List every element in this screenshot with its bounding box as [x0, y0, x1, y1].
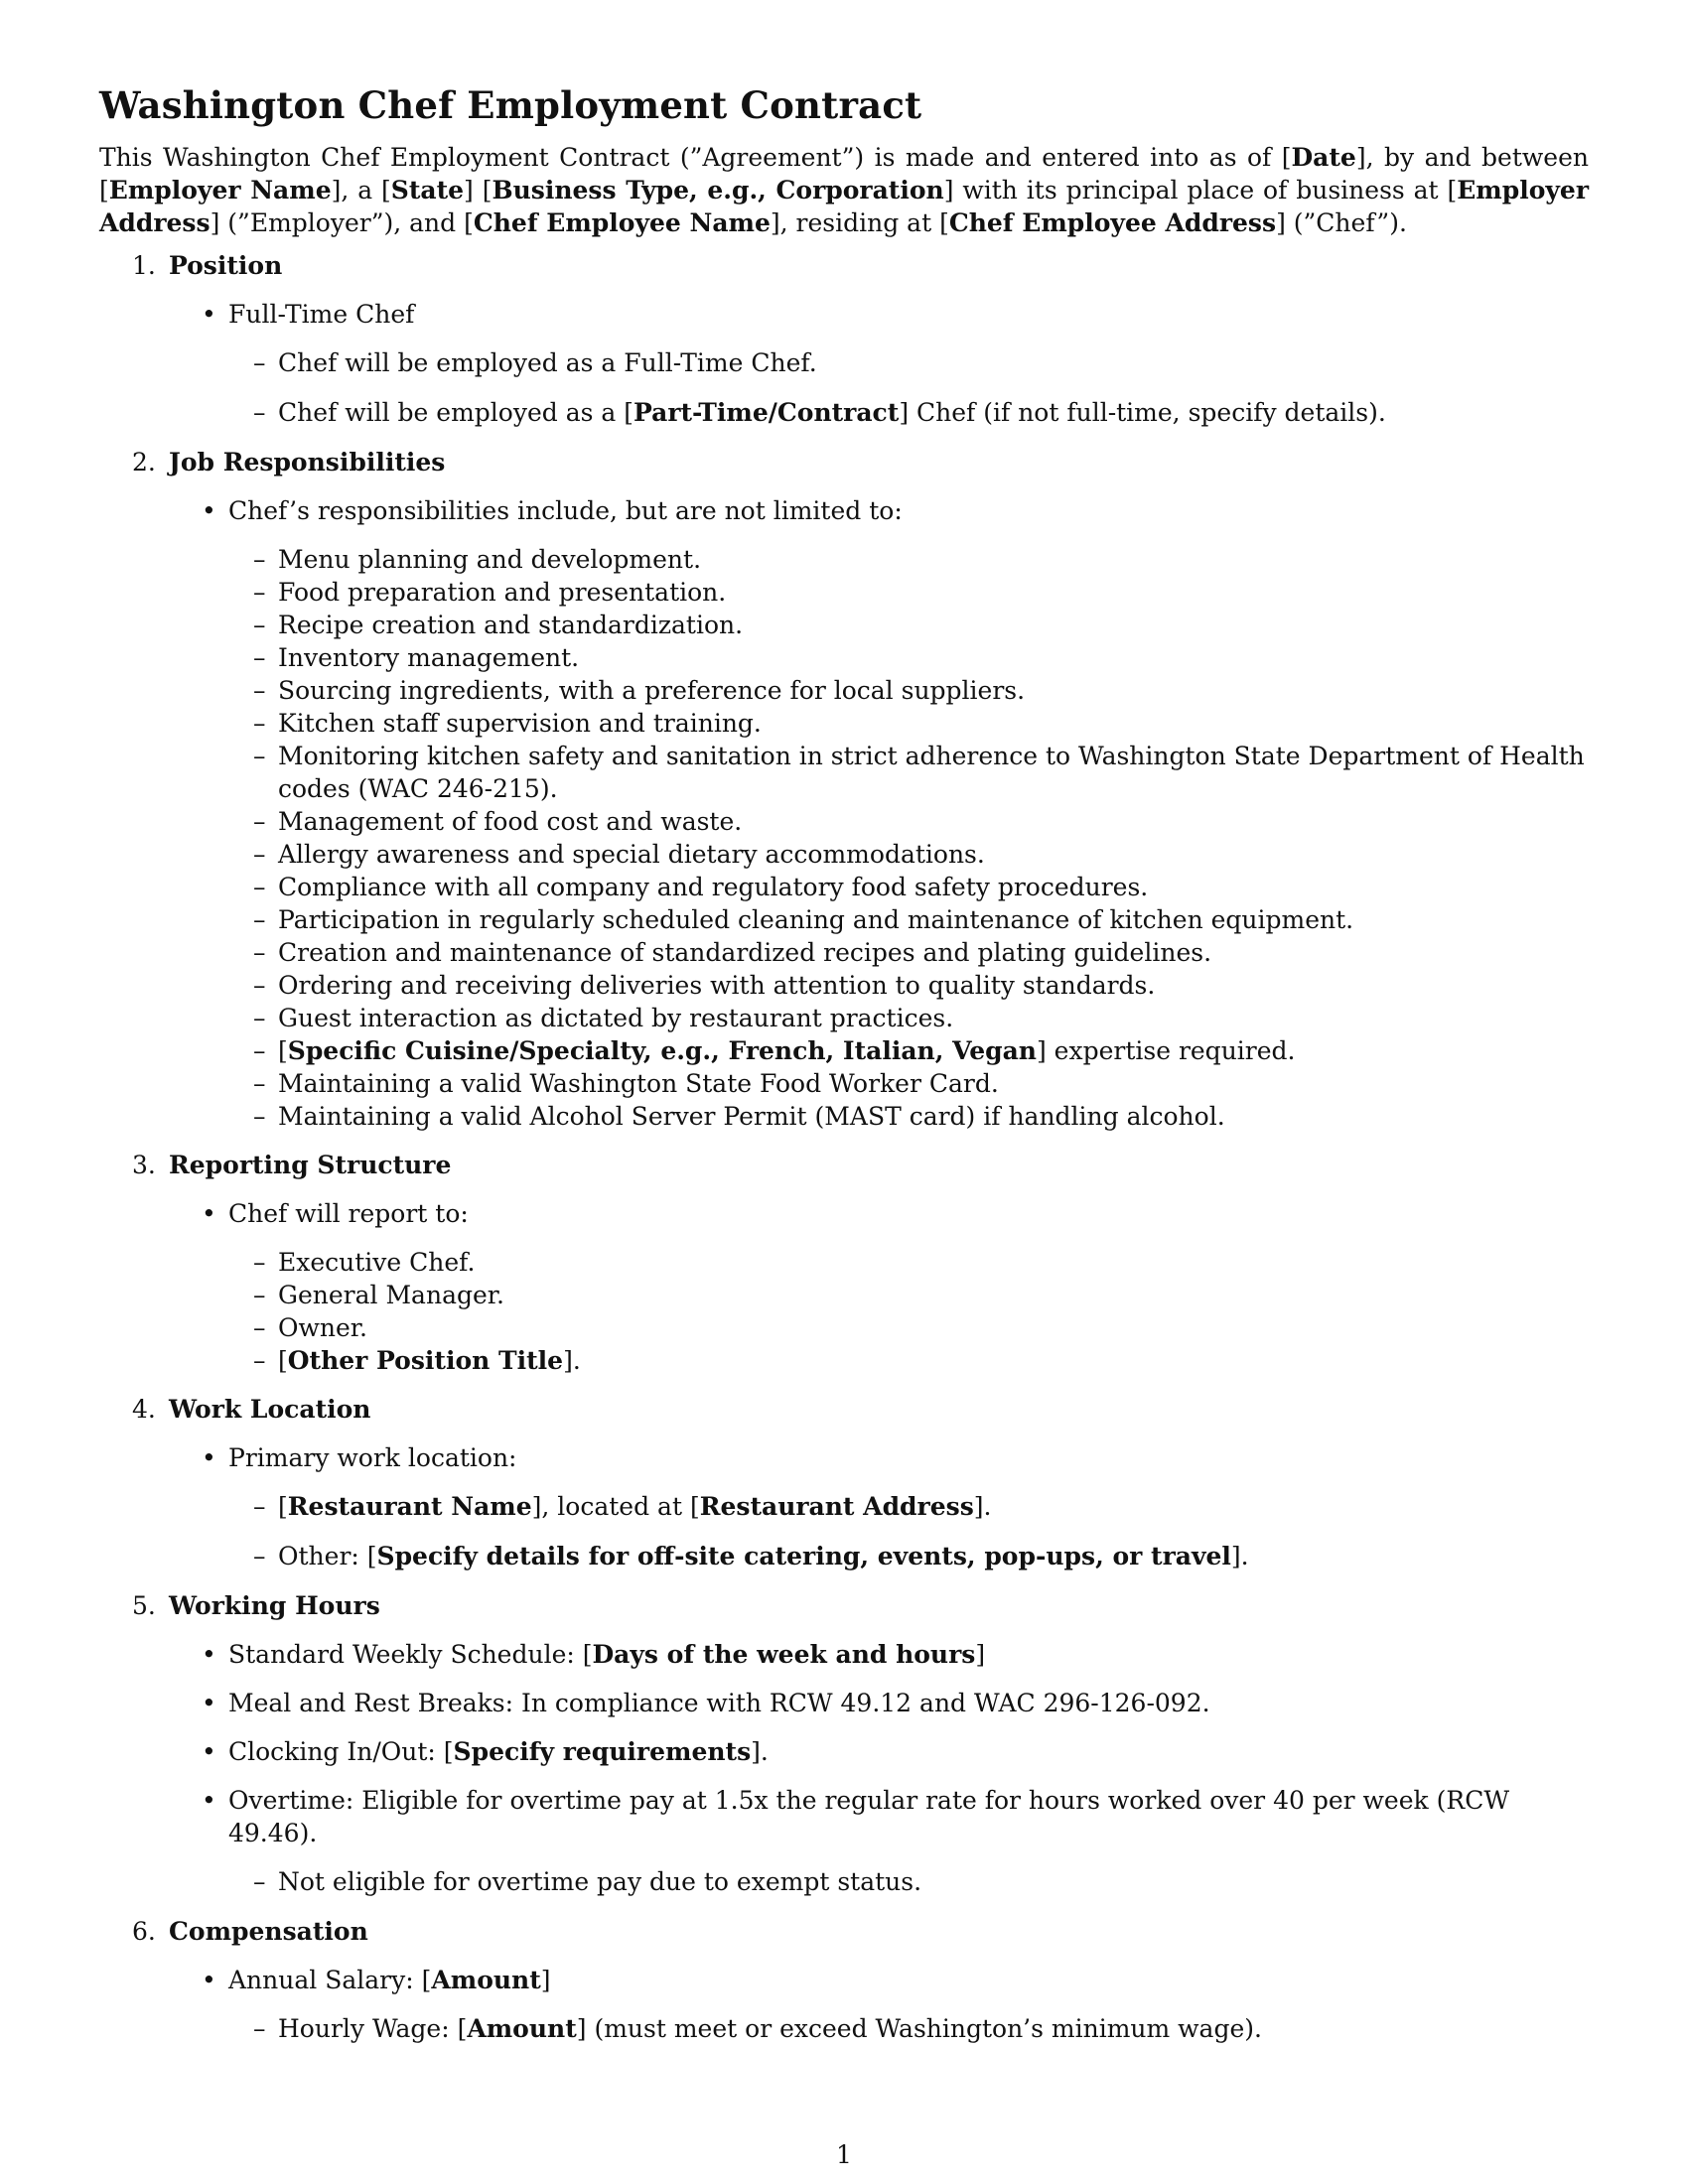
- dash-icon: –: [253, 643, 266, 672]
- bullet-icon: •: [202, 1737, 216, 1766]
- text-run: Standard Weekly Schedule: [: [228, 1640, 593, 1669]
- section-number: 6.: [132, 1917, 156, 1946]
- placeholder-field: Chef Employee Name: [473, 208, 771, 237]
- text-run: Food preparation and presentation.: [278, 578, 727, 607]
- bullet-list: [169, 1197, 1589, 1377]
- bullet-list: [169, 494, 1589, 1133]
- bullet-text: [228, 1964, 1589, 1996]
- sub-item-text: [278, 1102, 1225, 1131]
- text-run: [: [278, 1036, 288, 1065]
- dash-icon: –: [253, 611, 266, 639]
- text-run: Clocking In/Out: [: [228, 1737, 454, 1766]
- section-title: Position: [169, 251, 283, 280]
- sections-list: [99, 249, 1589, 2045]
- text-run: Chef will report to:: [228, 1199, 469, 1228]
- bullet-item: [169, 1687, 1589, 1719]
- text-run: Full-Time Chef: [228, 300, 415, 329]
- section-4: [99, 1393, 1589, 1572]
- sub-item: [228, 641, 1589, 674]
- dash-icon: –: [253, 1867, 266, 1896]
- intro-paragraph: [99, 141, 1589, 239]
- text-run: Executive Chef.: [278, 1248, 476, 1277]
- text-run: Allergy awareness and special dietary accommodations.: [278, 840, 985, 869]
- sub-item-text: [278, 643, 579, 672]
- dash-icon: –: [253, 1346, 266, 1375]
- dash-icon: –: [253, 578, 266, 607]
- bullet-icon: •: [202, 1786, 216, 1815]
- bullet-list: [169, 1441, 1589, 1572]
- sub-item-text: [278, 1492, 991, 1521]
- placeholder-field: Business Type, e.g., Corporation: [492, 176, 944, 205]
- section-number: 2.: [132, 448, 156, 477]
- bullet-list: [169, 1638, 1589, 1898]
- sub-item-text: [278, 938, 1211, 967]
- text-run: Primary work location:: [228, 1443, 517, 1472]
- dash-icon: –: [253, 1036, 266, 1065]
- sub-item: [228, 609, 1589, 641]
- section-number: 1.: [132, 251, 156, 280]
- dash-icon: –: [253, 348, 266, 377]
- sub-item: [228, 576, 1589, 609]
- placeholder-field: Specify details for off-site catering, events, pop-ups, or travel: [376, 1542, 1231, 1570]
- sub-list: [228, 1490, 1589, 1572]
- text-run: [: [278, 1346, 288, 1375]
- sub-item: [228, 805, 1589, 838]
- sub-item: [228, 1311, 1589, 1344]
- placeholder-field: Restaurant Name: [287, 1492, 532, 1521]
- sub-item: [228, 1865, 1589, 1898]
- dash-icon: –: [253, 840, 266, 869]
- text-run: Maintaining a valid Alcohol Server Permit (MAST card) if handling alcohol.: [278, 1102, 1225, 1131]
- bullet-icon: •: [202, 1640, 216, 1669]
- sub-item-text: [278, 1248, 476, 1277]
- sub-item: [228, 1279, 1589, 1311]
- sub-list: [228, 2012, 1589, 2045]
- bullet-item: [169, 1735, 1589, 1768]
- text-run: ]: [975, 1640, 986, 1669]
- sub-item-text: [278, 807, 742, 836]
- sub-list: [228, 1246, 1589, 1377]
- sub-item-text: [278, 1281, 504, 1309]
- bullet-list: [169, 298, 1589, 429]
- text-run: ] (”Employer”), and [: [210, 208, 474, 237]
- bullet-text: [228, 494, 1589, 527]
- bullet-item: [169, 298, 1589, 429]
- text-run: ] (”Chef”).: [1276, 208, 1407, 237]
- text-run: Hourly Wage: [: [278, 2014, 468, 2043]
- bullet-item: [169, 1197, 1589, 1377]
- bullet-text: [228, 298, 1589, 331]
- sub-item-text: [278, 709, 762, 738]
- sub-item: [228, 871, 1589, 903]
- text-run: Ordering and receiving deliveries with attention to quality standards.: [278, 971, 1156, 1000]
- sub-item: [228, 1344, 1589, 1377]
- document-title: Washington Chef Employment Contract: [99, 83, 922, 127]
- sub-item-text: [278, 611, 743, 639]
- text-run: Inventory management.: [278, 643, 580, 672]
- text-run: Guest interaction as dictated by restaurant practices.: [278, 1004, 954, 1032]
- text-run: ] Chef (if not full-time, specify details).: [899, 398, 1386, 427]
- text-run: Recipe creation and standardization.: [278, 611, 744, 639]
- text-run: Chef will be employed as a [: [278, 398, 634, 427]
- sub-item: [228, 936, 1589, 969]
- text-run: ] with its principal place of business at [: [943, 176, 1458, 205]
- dash-icon: –: [253, 742, 266, 770]
- section-title: Working Hours: [169, 1591, 380, 1620]
- placeholder-field: Employer Address: [99, 176, 1589, 237]
- sub-item-text: [278, 1069, 999, 1098]
- text-run: Management of food cost and waste.: [278, 807, 743, 836]
- sub-list: [228, 543, 1589, 1133]
- text-run: ], a [: [331, 176, 391, 205]
- sub-item-text: [278, 1867, 921, 1896]
- dash-icon: –: [253, 1281, 266, 1309]
- dash-icon: –: [253, 1492, 266, 1521]
- page-number: 1: [836, 2140, 852, 2169]
- text-run: ].: [1230, 1542, 1249, 1570]
- dash-icon: –: [253, 676, 266, 705]
- bullet-text: [228, 1197, 1589, 1230]
- dash-icon: –: [253, 1313, 266, 1342]
- text-run: Chef will be employed as a Full-Time Chef.: [278, 348, 817, 377]
- sub-item: [228, 1100, 1589, 1133]
- text-run: Chef’s responsibilities include, but are not limited to:: [228, 496, 903, 525]
- section-6: [99, 1915, 1589, 2045]
- sub-item-text: [278, 971, 1155, 1000]
- placeholder-field: Specify requirements: [453, 1737, 752, 1766]
- bullet-list: [169, 1964, 1589, 2045]
- text-run: Sourcing ingredients, with a preference for local suppliers.: [278, 676, 1026, 705]
- sub-item: [228, 1246, 1589, 1279]
- sub-item: [228, 346, 1589, 379]
- text-run: Annual Salary: [: [228, 1966, 432, 1994]
- sub-item: [228, 1034, 1589, 1067]
- bullet-item: [169, 1964, 1589, 2045]
- bullet-text: [228, 1687, 1589, 1719]
- sub-item-text: [278, 1542, 1249, 1570]
- placeholder-field: Restaurant Address: [699, 1492, 974, 1521]
- sub-item-text: [278, 545, 701, 574]
- section-title: Work Location: [169, 1395, 371, 1424]
- text-run: This Washington Chef Employment Contract (”Agreement”) is made and entered into as of [: [99, 143, 1292, 172]
- section-number: 3.: [132, 1151, 156, 1179]
- text-run: Creation and maintenance of standardized recipes and plating guidelines.: [278, 938, 1212, 967]
- sub-item: [228, 1002, 1589, 1034]
- dash-icon: –: [253, 971, 266, 1000]
- dash-icon: –: [253, 938, 266, 967]
- text-run: Maintaining a valid Washington State Food Worker Card.: [278, 1069, 999, 1098]
- text-run: ]: [540, 1966, 551, 1994]
- dash-icon: –: [253, 398, 266, 427]
- placeholder-field: Amount: [431, 1966, 541, 1994]
- text-run: Monitoring kitchen safety and sanitation in strict adherence to Washington State Department of Health codes (WAC 246-215).: [278, 742, 1585, 803]
- bullet-icon: •: [202, 496, 216, 525]
- section-5: [99, 1589, 1589, 1898]
- bullet-text: [228, 1638, 1589, 1671]
- sub-item-text: [278, 873, 1148, 901]
- placeholder-field: Amount: [467, 2014, 577, 2043]
- sub-item: [228, 969, 1589, 1002]
- section-3: [99, 1149, 1589, 1377]
- placeholder-field: Chef Employee Address: [948, 208, 1277, 237]
- bullet-text: [228, 1735, 1589, 1768]
- sub-item: [228, 543, 1589, 576]
- sub-item: [228, 1540, 1589, 1572]
- sub-item-text: [278, 905, 1353, 934]
- text-run: ].: [751, 1737, 769, 1766]
- bullet-text: [228, 1784, 1589, 1849]
- text-run: [: [278, 1492, 288, 1521]
- section-2: [99, 446, 1589, 1133]
- bullet-icon: •: [202, 1966, 216, 1994]
- text-run: ].: [563, 1346, 581, 1375]
- sub-item-text: [278, 1313, 367, 1342]
- text-run: Kitchen staff supervision and training.: [278, 709, 762, 738]
- sub-item: [228, 838, 1589, 871]
- text-run: ], by and between [: [99, 143, 1589, 205]
- text-run: Owner.: [278, 1313, 367, 1342]
- dash-icon: –: [253, 2014, 266, 2043]
- sub-item-text: [278, 1036, 1295, 1065]
- sub-item-text: [278, 398, 1386, 427]
- sub-list: [228, 346, 1589, 429]
- text-run: Not eligible for overtime pay due to exempt status.: [278, 1867, 922, 1896]
- placeholder-field: Part-Time/Contract: [633, 398, 900, 427]
- dash-icon: –: [253, 807, 266, 836]
- sub-item-text: [278, 742, 1585, 803]
- bullet-item: [169, 494, 1589, 1133]
- section-1: [99, 249, 1589, 429]
- dash-icon: –: [253, 1069, 266, 1098]
- sub-item: [228, 740, 1589, 805]
- bullet-icon: •: [202, 300, 216, 329]
- text-run: ] expertise required.: [1036, 1036, 1296, 1065]
- dash-icon: –: [253, 545, 266, 574]
- placeholder-field: State: [390, 176, 465, 205]
- text-run: ] [: [464, 176, 492, 205]
- bullet-item: [169, 1784, 1589, 1898]
- text-run: Menu planning and development.: [278, 545, 702, 574]
- placeholder-field: Employer Name: [108, 176, 332, 205]
- text-run: ].: [973, 1492, 992, 1521]
- sub-item-text: [278, 348, 817, 377]
- contract-page: [99, 83, 1589, 2062]
- sub-item: [228, 1490, 1589, 1523]
- bullet-item: [169, 1638, 1589, 1671]
- sub-item: [228, 674, 1589, 707]
- dash-icon: –: [253, 1102, 266, 1131]
- placeholder-field: Specific Cuisine/Specialty, e.g., French, Italian, Vegan: [287, 1036, 1037, 1065]
- sub-item: [228, 396, 1589, 429]
- text-run: ], located at [: [531, 1492, 700, 1521]
- sub-item-text: [278, 1004, 953, 1032]
- placeholder-field: Days of the week and hours: [592, 1640, 976, 1669]
- bullet-icon: •: [202, 1689, 216, 1717]
- dash-icon: –: [253, 1542, 266, 1570]
- sub-item: [228, 2012, 1589, 2045]
- sub-item-text: [278, 840, 985, 869]
- bullet-text: [228, 1441, 1589, 1474]
- dash-icon: –: [253, 1248, 266, 1277]
- sub-item: [228, 1067, 1589, 1100]
- text-run: General Manager.: [278, 1281, 504, 1309]
- placeholder-field: Other Position Title: [287, 1346, 564, 1375]
- section-title: Reporting Structure: [169, 1151, 452, 1179]
- section-title: Compensation: [169, 1917, 368, 1946]
- dash-icon: –: [253, 1004, 266, 1032]
- sub-item-text: [278, 1346, 581, 1375]
- sub-item: [228, 707, 1589, 740]
- sub-item-text: [278, 676, 1025, 705]
- section-title: Job Responsibilities: [169, 448, 446, 477]
- dash-icon: –: [253, 905, 266, 934]
- section-number: 4.: [132, 1395, 156, 1424]
- sub-item-text: [278, 578, 726, 607]
- sub-item-text: [278, 2014, 1262, 2043]
- bullet-icon: •: [202, 1199, 216, 1228]
- text-run: Compliance with all company and regulatory food safety procedures.: [278, 873, 1149, 901]
- text-run: Participation in regularly scheduled cleaning and maintenance of kitchen equipment.: [278, 905, 1354, 934]
- sub-item: [228, 903, 1589, 936]
- bullet-item: [169, 1441, 1589, 1572]
- text-run: Meal and Rest Breaks: In compliance with RCW 49.12 and WAC 296-126-092.: [228, 1689, 1210, 1717]
- text-run: Other: [: [278, 1542, 377, 1570]
- placeholder-field: Date: [1291, 143, 1356, 172]
- section-number: 5.: [132, 1591, 156, 1620]
- text-run: ], residing at [: [770, 208, 949, 237]
- dash-icon: –: [253, 873, 266, 901]
- text-run: ] (must meet or exceed Washington’s minimum wage).: [576, 2014, 1262, 2043]
- text-run: Overtime: Eligible for overtime pay at 1.5x the regular rate for hours worked over 40 per week (RCW 49.46).: [228, 1786, 1510, 1847]
- bullet-icon: •: [202, 1443, 216, 1472]
- dash-icon: –: [253, 709, 266, 738]
- sub-list: [228, 1865, 1589, 1898]
